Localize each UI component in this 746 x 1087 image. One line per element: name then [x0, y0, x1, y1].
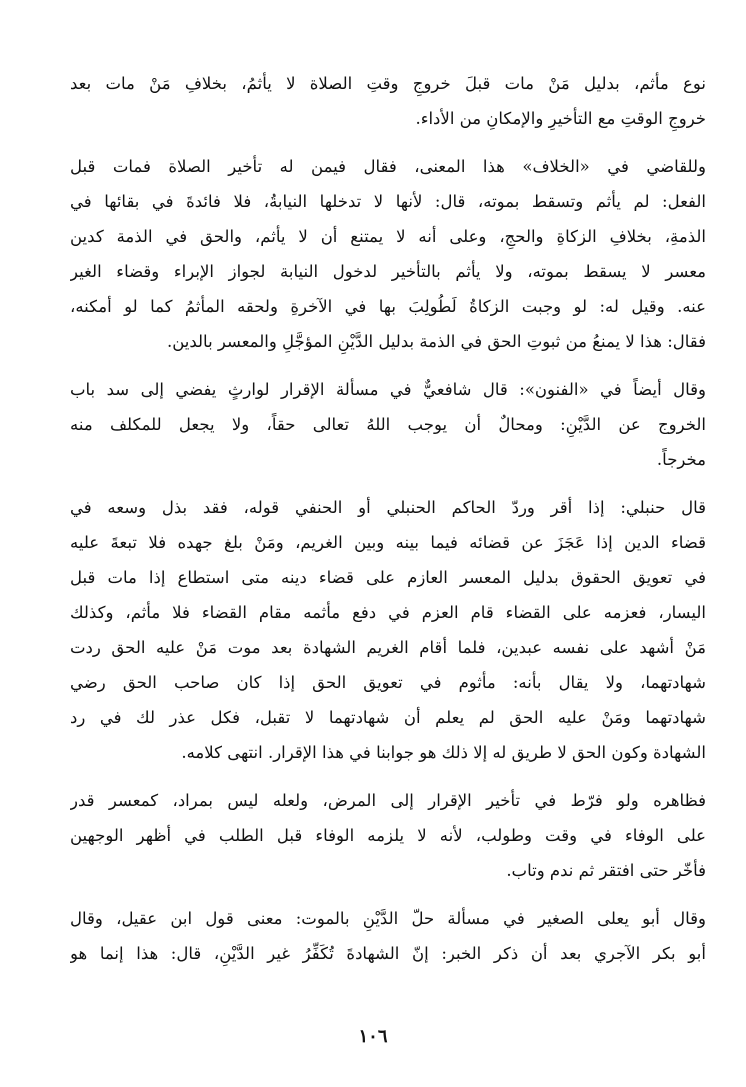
text-line: وقال أيضاً في «الفنون»: قال شافعيٌّ في مسألة الإقرار لوارثٍ يفضي إلى سد باب	[70, 380, 706, 399]
text-line: قال حنبلي: إذا أقر وردّ الحاكم الحنبلي أو الحنفي قوله، فقد بذل وسعه في	[70, 498, 706, 517]
paragraph-3	[70, 372, 706, 477]
text-line: شهادتهما ومَنْ عليه الحق لم يعلم أن شهادتهما لا تقبل، فكل عذر لك في رد	[70, 708, 706, 727]
text-line: وقال أبو يعلى الصغير في مسألة حلّ الدَّيْنِ بالموت: معنى قول ابن عقيل، وقال	[70, 909, 706, 928]
text-line: فقال: هذا لا يمنعُ من ثبوتِ الحق في الذمة بدليل الدَّيْنِ المؤجَّلِ والمعسر بالدين.	[166, 332, 706, 351]
text-line: مَنْ أشهد على نفسه عبدين، فلما أقام الغريم الشهادة بعد موت مَنْ عليه الحق ردت	[70, 638, 706, 657]
text-line: معسر لا يسقط بموته، ولا يأثم بالتأخير لدخول النيابة لجواز الإبراء وقضاء الغير	[70, 262, 706, 281]
text-line: في تعويق الحقوق بدليل المعسر العازم على قضاء دينه متى استطاع إذا مات قبل	[70, 568, 706, 587]
text-line: فظاهره ولو فرّط في تأخير الإقرار إلى المرض، ولعله ليس بمراد، كمعسر قدر	[70, 791, 706, 810]
text-line: شهادتهما، ولا يقال بأنه: مأثوم في تعويق الحق إذا كان صاحب الحق رضي	[70, 673, 706, 692]
text-line: وللقاضي في «الخلاف» هذا المعنى، فقال فيمن له تأخير الصلاة فمات قبل	[70, 157, 706, 176]
paragraph-5	[70, 783, 706, 888]
paragraph-6	[70, 901, 706, 971]
text-line: الذمةِ، بخلافِ الزكاةِ والحجِ، وعلى أنه لا يمتنع أن لا يأثم، والحق في الذمة كدين	[70, 227, 706, 246]
text-line: الخروج عن الدَّيْنِ: ومحالٌ أن يوجب اللهُ تعالى حقاً، ولا يجعل للمكلف منه	[70, 415, 706, 434]
text-line: نوع مأثم، بدليل مَنْ مات قبلَ خروجِ وقتِ الصلاة لا يأثمُ، بخلافِ مَنْ مات بعد	[70, 74, 706, 93]
paragraph-2	[70, 149, 706, 359]
paragraph-4	[70, 490, 706, 770]
text-line: اليسار، فعزمه على القضاء قام العزم في دفع مأثمه مقام القضاء فلا مأثم، وكذلك	[70, 603, 706, 622]
text-line: خروجِ الوقتِ مع التأخيرِ والإمكانِ من الأداء.	[415, 109, 706, 128]
page-number: ١٠٦	[358, 1026, 388, 1047]
text-line: قضاء الدين إذا عَجَزَ عن قضائه فيما بينه وبين الغريم، ومَنْ بلغ جهده فلا تبعةَ عليه	[70, 533, 706, 552]
text-line: الشهادة وكون الحق لا طريق له إلا ذلك هو جوابنا في هذا الإقرار. انتهى كلامه.	[181, 743, 706, 762]
text-line: على الوفاء في وقت وطولب، لأنه لا يلزمه الوفاء قبل الطلب في أظهر الوجهين	[70, 826, 706, 845]
paragraph-1	[70, 66, 706, 136]
text-line: فأخّر حتى افتقر ثم ندم وتاب.	[506, 861, 706, 880]
text-line: عنه. وقيل له: لو وجبت الزكاةُ لَطُولِبَ بها في الآخرةِ ولحقه المأثمُ كما لو أمكنه،	[70, 297, 706, 316]
text-line: الفعل: لم يأثم وتسقط بموته، قال: لأنها لا تدخلها النيابةُ، فلا فائدةَ في بقائها في	[70, 192, 706, 211]
text-line: مخرجاً.	[656, 450, 706, 469]
page-body	[70, 66, 706, 984]
text-line: أبو بكر الآجري بعد أن ذكر الخبر: إنّ الشهادةَ تُكَفِّرُ غير الدَّيْنِ، قال: هذا إنما هو	[70, 944, 706, 963]
